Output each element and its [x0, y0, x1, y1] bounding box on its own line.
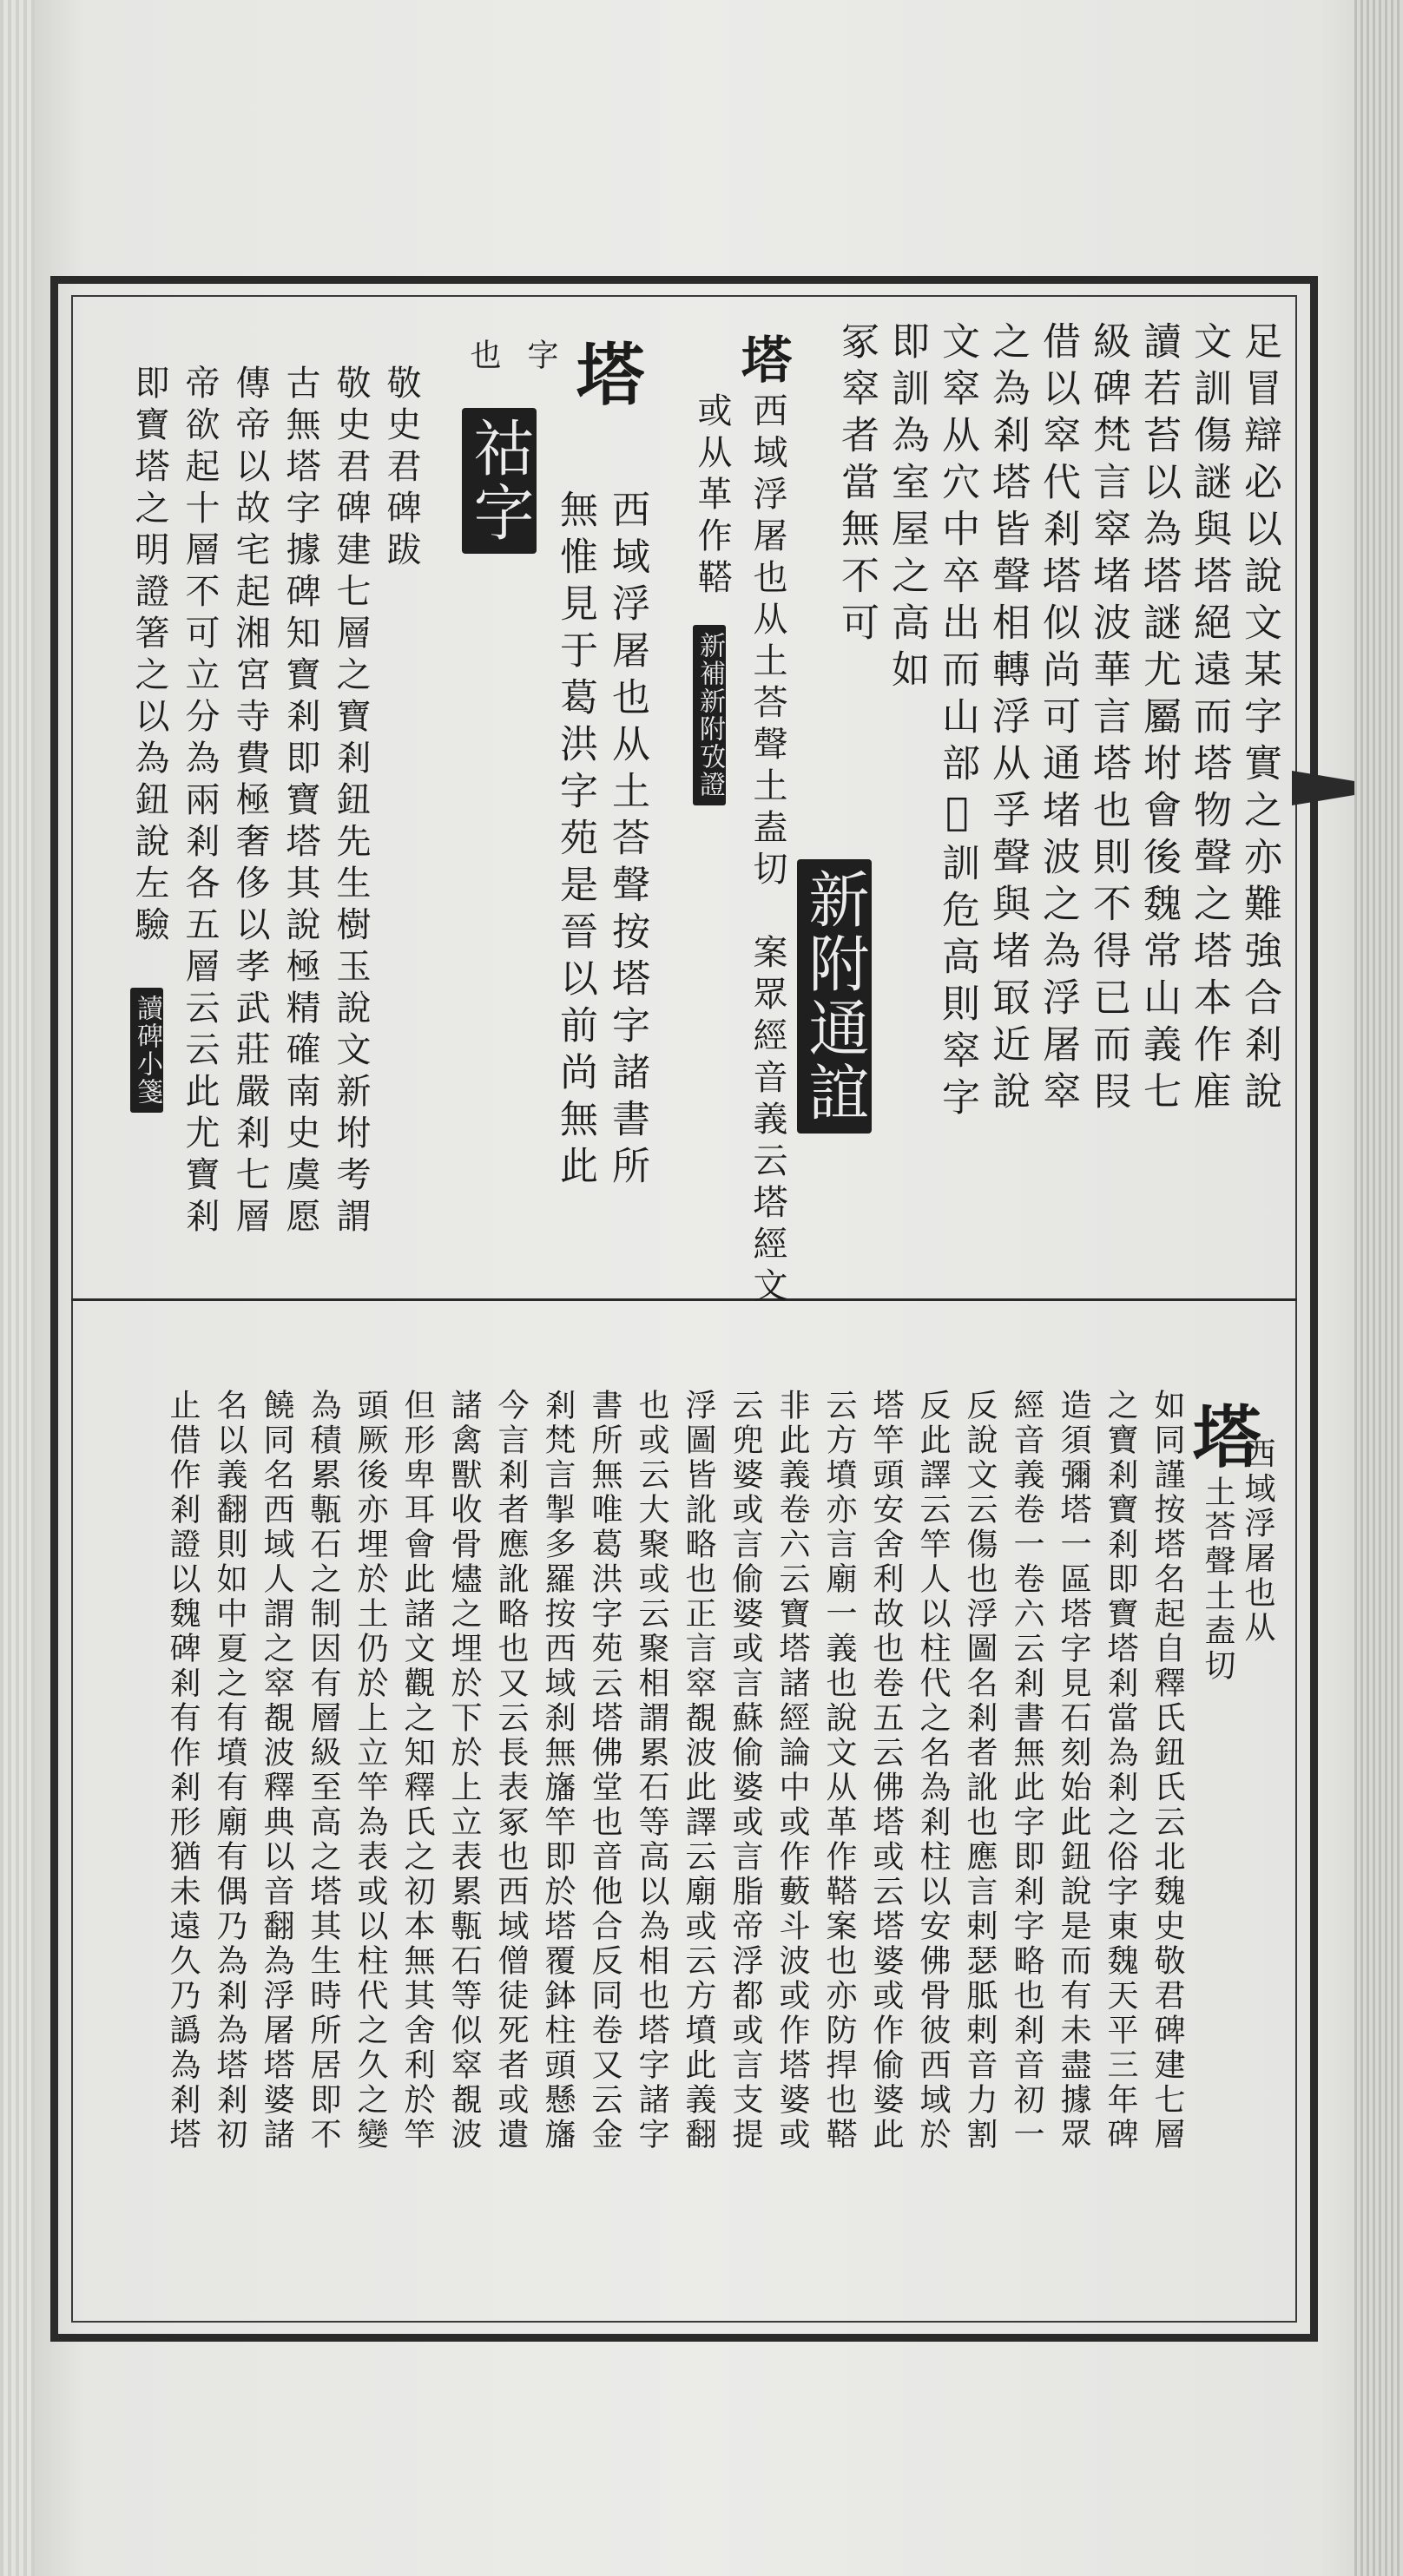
- commentary-col-8: 即訓為室屋之高如: [885, 321, 929, 696]
- body-col-5: 反說文云傷也浮圖名剎者訛也應言剌瑟胝剌音力割: [962, 1389, 998, 2152]
- ba-col-4: 帝欲起十層不可立分為兩剎各五層云云此尤寶剎: [180, 365, 220, 1239]
- body-col-10: 云兜婆或言偷婆或言蘇偷婆或言脂帝浮都或言支提: [728, 1389, 763, 2152]
- dubei-xiaojian-stamp: 讀碑小箋: [130, 988, 163, 1113]
- ba-col-3: 傳帝以故宅起湘宮寺費極奢侈以孝武莊嚴剎七層: [230, 365, 270, 1239]
- entry-head-char: 塔: [741, 331, 793, 390]
- body-col-18: 頭厥後亦埋於土仍於上立竿為表或以柱代之久之變: [352, 1389, 388, 2152]
- body-col-15: 今言剎者應訛略也又云長表冢也西域僧徒死者或遺: [493, 1389, 529, 2152]
- xinbu-kaozheng-label: 新補新附攷證: [693, 625, 726, 805]
- commentary-col-9: 冢窣者當無不可: [834, 321, 879, 649]
- zi-label: 字: [523, 338, 558, 373]
- ye-label: 也: [465, 338, 501, 373]
- ba-col-2: 古無塔字據碑知寶剎即寶塔其說極精確南史虞愿: [280, 365, 320, 1239]
- body-col-19: 為積累甎石之制因有層級至高之塔其生時所居即不: [306, 1389, 341, 2152]
- ba-col-5: 即寶塔之明證箸之以為鈕說左驗: [129, 365, 169, 948]
- body-col-7: 塔竿頭安舍利故也卷五云佛塔或云塔婆或作偷婆此: [868, 1389, 904, 2152]
- kaozheng-col-2: 無惟見于葛洪字苑是晉以前尚無此: [553, 490, 597, 1193]
- commentary-col-4: 級碑梵言窣堵波華言塔也則不得已而叚: [1086, 321, 1130, 1118]
- large-head-char: 塔: [576, 336, 645, 415]
- kaozheng-col-1: 西域浮屠也从土荅聲按塔字諸書所: [605, 490, 649, 1193]
- body-col-6: 反此譯云竿人以柱代之名為剎柱以安佛骨彼西域於: [915, 1389, 951, 2152]
- body-col-9: 非此義卷六云寶塔諸經論中或作藪斗波或作塔婆或: [774, 1389, 810, 2152]
- section-divider: [71, 1298, 1297, 1301]
- lower-head-def-1: 西域浮屠也从: [1240, 1437, 1275, 1646]
- commentary-col-2: 文訓傷謎與塔絕遠而塔物聲之塔本作㢈: [1187, 321, 1231, 1118]
- ba-col-1: 敬史君碑建七層之寶剎鈕先生樹玉說文新坿考謂: [331, 365, 371, 1239]
- body-col-1: 如同謹按塔名起自釋氏鈕氏云北魏史敬君碑建七層: [1149, 1389, 1185, 2152]
- entry-definition: 西域浮屠也从土荅聲土盍切 案眾經音義云塔經文: [748, 392, 787, 1309]
- body-col-22: 止借作剎證以魏碑剎有作剎形猶未遠久乃譌為剎塔: [165, 1389, 201, 2152]
- kuzi-label: 祜字: [462, 408, 537, 554]
- body-col-14: 剎梵言掣多羅按西域刹無旛竿即於塔覆鉢柱頭懸旛: [540, 1389, 576, 2152]
- body-col-16: 諸禽獸收骨燼之埋於下於上立表累甎石等似窣覩波: [446, 1389, 482, 2152]
- commentary-col-7: 文窣从穴中卒出而山部𡽫訓危高則窣字: [935, 321, 979, 1124]
- entry-variant: 或从革作鞳: [692, 392, 732, 601]
- page-edge-right: [1354, 0, 1403, 2576]
- xinfu-tongyi-label: 新附通誼: [797, 859, 872, 1134]
- body-col-20: 饒同名西域人謂之窣覩波釋典以音翻為浮屠塔婆諸: [259, 1389, 294, 2152]
- commentary-col-1: 足冒辯必以說文某字實之亦難強合剎說: [1237, 321, 1281, 1118]
- page-edge-left: [0, 0, 35, 2576]
- commentary-col-5: 借以窣代剎塔似尚可通堵波之為浮屠窣: [1036, 321, 1080, 1118]
- body-col-2: 之寶剎寶剎即寶塔剎當為剎之俗字東魏天平三年碑: [1103, 1389, 1138, 2152]
- body-col-12: 也或云大聚或云聚相謂累石等高以為相也塔字諸字: [634, 1389, 669, 2152]
- lower-head-def-2: 土荅聲土盍切: [1200, 1475, 1235, 1684]
- body-col-11: 浮圖皆訛略也正言窣覩波此譯云廟或云方墳此義翻: [681, 1389, 716, 2152]
- body-col-8: 云方墳亦言廟一義也說文从革作鞳案也亦防捍也鞳: [821, 1389, 857, 2152]
- body-col-4: 經音義卷一卷六云剎書無此字即剎字略也剎音初一: [1009, 1389, 1044, 2152]
- ba-title: 敬史君碑跋: [381, 365, 421, 573]
- body-col-21: 名以義翻則如中夏之有墳有廟有偶乃為剎為塔剎初: [212, 1389, 247, 2152]
- commentary-col-3: 讀若苔以為塔謎尤屬坿會後魏常山義七: [1136, 321, 1181, 1118]
- commentary-col-6: 之為剎塔皆聲相轉浮从孚聲與堵冣近說: [985, 321, 1030, 1118]
- body-col-17: 但形卑耳會此諸文觀之知釋氏之初本無其舍利於竿: [399, 1389, 435, 2152]
- body-col-13: 書所無唯葛洪字苑云塔佛堂也音他合反同卷又云金: [587, 1389, 622, 2152]
- body-col-3: 造須彌塔一區塔字見石刻始此鈕說是而有未盡據眾: [1056, 1389, 1091, 2152]
- lower-head-char: 塔: [1193, 1398, 1261, 1477]
